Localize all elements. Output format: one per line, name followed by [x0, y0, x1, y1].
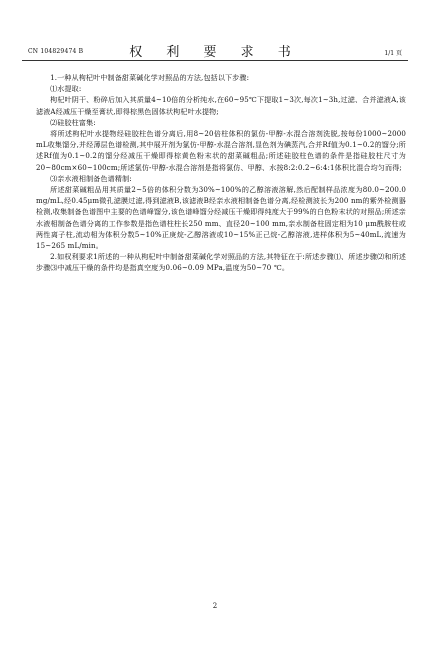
claim-1-intro: 1.一种从枸杞叶中制备甜菜碱化学对照品的方法,包括以下步骤: — [50, 73, 250, 82]
page-header — [22, 38, 408, 60]
step-2-heading: ⑵硅胶柱富集: — [50, 117, 96, 127]
page-indicator: 1/1 页 — [384, 50, 402, 57]
step-1-body: 枸杞叶阴干、粉碎后加入其质量4~10倍的分析纯水,在60~95℃下提取1~3次,每次1~3h,过滤、合并滤液A,该滤液A经减压干燥至膏状,即得棕黑色固体状枸杞叶水提物; — [36, 95, 406, 116]
step-1-heading: ⑴水提取: — [50, 84, 82, 94]
page-number: 2 — [212, 602, 218, 610]
claim-2: 2.如权利要求1所述的一种从枸杞叶中制备甜菜碱化学对照品的方法,其特征在于:所述步骤⑴、所述步骤⑵和所述步骤⑶中减压干燥的条件均是指真空度为0.06~0.09 MPa,温度为50~70 ℃。 — [36, 252, 406, 273]
step-2-body: 将所述枸杞叶水提物经硅胶柱色谱分离后,用8~20倍柱体积的氯仿-甲醇-水混合溶剂洗脱,按每份1000~2000 mL收集馏分,并经薄层色谱检测,其中展开剂为氯仿-甲醇-水混合溶剂,显色剂为碘蒸汽,合并Rf值为0.1~0.2的馏分;所述Rf值为0.1~0.2的馏分经减压干燥即得棕黄色粉末状的甜菜碱粗品;所述硅胶柱色谱的条件是指硅胶柱尺寸为20~80cm×60~100cm;所述氯仿-甲醇-水混合溶剂是指将氯仿、甲醇、水按8:2:0.2~6:4:1体积比混合均匀而得; — [36, 129, 406, 172]
header-divider — [22, 60, 408, 61]
step-3-heading: ⑶亲水液相制备色谱精制: — [50, 173, 132, 183]
step-3-body: 所述甜菜碱粗品用其质量2~5倍的体积分数为30%~100%的乙醇溶液溶解,然后配制样品浓度为80.0~200.0 mg/mL,经0.45μm微孔滤膜过滤,得到滤液B,该滤液B经亲水液相制备色谱分离,经检测波长为200 nm的紫外检测器检测,收集制备色谱图中主要的色谱峰馏分,该色谱峰馏分经减压干燥即得纯度大于99%的白色粉末状的对照品;所述亲水液相制备色谱分离的工作参数是指色谱柱柱长250 mm、直径20~100 mm,亲水制备柱固定相为10 μm酰胺柱或两性离子柱,流动相为体积分数5~10%正庚烷-乙醇溶液或10~15%正己烷-乙醇溶液,进样体积为5~40mL,流速为15~265 mL/min。 — [36, 185, 406, 251]
publication-number: CN 104829474 B — [28, 48, 84, 55]
document-title: 权 利 要 求 书 — [129, 45, 301, 60]
claims-body — [36, 72, 406, 274]
